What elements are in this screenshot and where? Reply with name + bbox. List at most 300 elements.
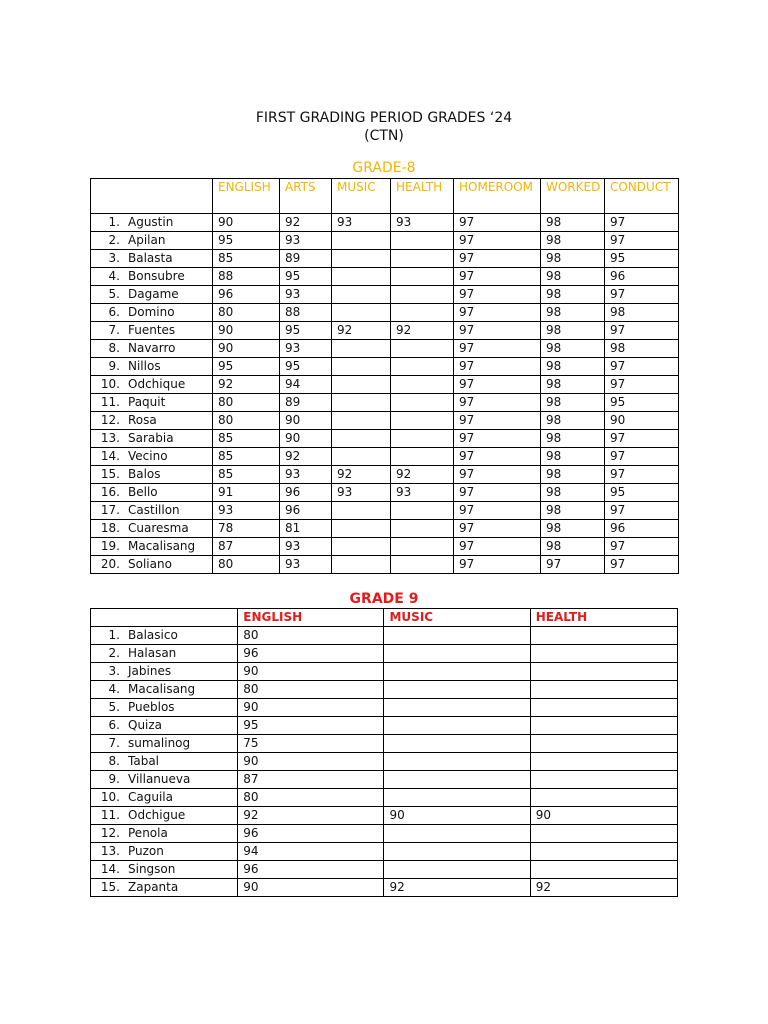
- table-row: [91, 807, 678, 825]
- grade-cell: 93: [391, 484, 454, 502]
- column-header: [91, 179, 213, 214]
- grade-cell: 94: [280, 376, 332, 394]
- grade-cell: [384, 627, 530, 645]
- grade-cell: [530, 771, 677, 789]
- grade-cell: 93: [332, 214, 391, 232]
- student-name: Rosa: [128, 413, 157, 427]
- table-row: [91, 304, 679, 322]
- grade-cell: [332, 556, 391, 574]
- grade-cell: 80: [213, 412, 280, 430]
- grade-cell: 97: [605, 430, 679, 448]
- row-number: 16.: [100, 485, 120, 499]
- student-name: Balasta: [128, 251, 173, 265]
- student-name: Cuaresma: [128, 521, 189, 535]
- grade-cell: 98: [541, 502, 605, 520]
- grade-cell: [332, 502, 391, 520]
- grade-cell: [391, 412, 454, 430]
- row-number: 3.: [108, 664, 120, 678]
- table-row: [91, 502, 679, 520]
- grade-cell: 93: [280, 232, 332, 250]
- student-cell: [91, 735, 238, 753]
- student-name: Penola: [128, 826, 168, 840]
- grade-cell: 97: [605, 322, 679, 340]
- grade-cell: 97: [605, 232, 679, 250]
- table-row: [91, 448, 679, 466]
- grade8-header-row: [91, 179, 679, 214]
- grade9-table: [90, 608, 678, 897]
- row-number: 14.: [100, 449, 120, 463]
- table-row: [91, 645, 678, 663]
- grade-cell: 98: [541, 376, 605, 394]
- grade-cell: 90: [213, 214, 280, 232]
- grade-cell: 92: [530, 879, 677, 897]
- student-name: Tabal: [128, 754, 160, 768]
- grade-cell: [332, 286, 391, 304]
- student-cell: [91, 358, 213, 376]
- grade-cell: 98: [541, 322, 605, 340]
- grade-cell: 90: [280, 430, 332, 448]
- student-name: Balasico: [128, 628, 178, 642]
- row-number: 20.: [100, 557, 120, 571]
- grade-cell: 90: [238, 699, 384, 717]
- row-number: 7.: [108, 736, 120, 750]
- row-number: 18.: [100, 521, 120, 535]
- student-cell: [91, 753, 238, 771]
- grade-cell: 92: [213, 376, 280, 394]
- student-name: Dagame: [128, 287, 179, 301]
- table-row: [91, 861, 678, 879]
- student-name: Fuentes: [128, 323, 176, 337]
- student-name: Balos: [128, 467, 161, 481]
- row-number: 2.: [108, 646, 120, 660]
- table-row: [91, 789, 678, 807]
- grade-cell: 96: [238, 861, 384, 879]
- grade-cell: [530, 735, 677, 753]
- table-row: [91, 681, 678, 699]
- table-row: [91, 699, 678, 717]
- grade-cell: 97: [454, 448, 541, 466]
- grade-cell: 90: [280, 412, 332, 430]
- grade-cell: 97: [454, 412, 541, 430]
- column-header: HEALTH: [530, 609, 677, 627]
- student-cell: [91, 627, 238, 645]
- table-row: [91, 250, 679, 268]
- grade-cell: [384, 681, 530, 699]
- student-cell: [91, 699, 238, 717]
- column-header: HEALTH: [391, 179, 454, 214]
- table-row: [91, 538, 679, 556]
- grade-cell: 96: [213, 286, 280, 304]
- student-cell: [91, 879, 238, 897]
- grade-cell: 97: [454, 556, 541, 574]
- student-cell: [91, 484, 213, 502]
- grade-cell: 97: [454, 520, 541, 538]
- page-title: FIRST GRADING PERIOD GRADES ‘24: [255, 110, 513, 126]
- grade-cell: [391, 448, 454, 466]
- grade-cell: 98: [605, 340, 679, 358]
- student-cell: [91, 412, 213, 430]
- grade-cell: [332, 376, 391, 394]
- table-row: [91, 322, 679, 340]
- student-name: Halasan: [128, 646, 177, 660]
- student-cell: [91, 376, 213, 394]
- grade-cell: [332, 340, 391, 358]
- row-number: 1.: [108, 628, 120, 642]
- grade-cell: 92: [238, 807, 384, 825]
- grade-cell: 98: [541, 340, 605, 358]
- grade-cell: 96: [238, 645, 384, 663]
- grade-cell: [391, 538, 454, 556]
- student-name: Domino: [128, 305, 175, 319]
- grade-cell: 97: [605, 556, 679, 574]
- grade8-heading: GRADE-8: [352, 160, 416, 176]
- grade-cell: 98: [541, 520, 605, 538]
- grade-cell: 90: [238, 879, 384, 897]
- grade-cell: 85: [213, 250, 280, 268]
- grade-cell: 90: [605, 412, 679, 430]
- grade-cell: 80: [238, 789, 384, 807]
- table-row: [91, 520, 679, 538]
- grade-cell: 97: [454, 286, 541, 304]
- grade-cell: 93: [280, 556, 332, 574]
- grade-cell: [530, 699, 677, 717]
- student-name: Apilan: [128, 233, 166, 247]
- grade-cell: [391, 520, 454, 538]
- grade-cell: [332, 268, 391, 286]
- table-row: [91, 484, 679, 502]
- grade-cell: [391, 358, 454, 376]
- grade-cell: 90: [238, 663, 384, 681]
- grade-cell: [384, 735, 530, 753]
- grade-cell: [332, 358, 391, 376]
- table-row: [91, 717, 678, 735]
- row-number: 2.: [108, 233, 120, 247]
- row-number: 5.: [108, 287, 120, 301]
- grade-cell: 98: [541, 250, 605, 268]
- row-number: 9.: [108, 359, 120, 373]
- row-number: 9.: [108, 772, 120, 786]
- column-header: ENGLISH: [213, 179, 280, 214]
- grade-cell: 97: [454, 430, 541, 448]
- student-cell: [91, 502, 213, 520]
- grade-cell: [384, 699, 530, 717]
- table-row: [91, 753, 678, 771]
- column-header: [91, 609, 238, 627]
- grade-cell: [332, 304, 391, 322]
- row-number: 10.: [100, 377, 120, 391]
- grade-cell: 98: [541, 430, 605, 448]
- grade-cell: [384, 771, 530, 789]
- student-cell: [91, 466, 213, 484]
- student-cell: [91, 430, 213, 448]
- grade-cell: 80: [213, 556, 280, 574]
- grade-cell: 98: [541, 268, 605, 286]
- grade8-table: [90, 178, 679, 574]
- grade-cell: [530, 717, 677, 735]
- grade-cell: 85: [213, 430, 280, 448]
- page-subtitle: (CTN): [364, 128, 404, 144]
- grade-cell: 98: [541, 286, 605, 304]
- grade-cell: 97: [605, 376, 679, 394]
- table-row: [91, 412, 679, 430]
- row-number: 12.: [100, 413, 120, 427]
- table-row: [91, 340, 679, 358]
- grade-cell: 93: [280, 538, 332, 556]
- grade-cell: 95: [213, 232, 280, 250]
- grade-cell: [530, 627, 677, 645]
- student-name: Sarabia: [128, 431, 174, 445]
- grade-cell: [530, 843, 677, 861]
- student-cell: [91, 789, 238, 807]
- grade-cell: [384, 843, 530, 861]
- grade-cell: 97: [454, 502, 541, 520]
- student-name: Pueblos: [128, 700, 175, 714]
- row-number: 8.: [108, 754, 120, 768]
- grade-cell: 97: [605, 358, 679, 376]
- grade-cell: 97: [605, 466, 679, 484]
- grade-cell: 85: [213, 466, 280, 484]
- grade-cell: 98: [541, 304, 605, 322]
- grade-cell: 95: [280, 322, 332, 340]
- row-number: 7.: [108, 323, 120, 337]
- row-number: 14.: [100, 862, 120, 876]
- grade-cell: 93: [332, 484, 391, 502]
- student-name: Zapanta: [128, 880, 179, 894]
- grade-cell: [391, 286, 454, 304]
- grade-cell: 96: [238, 825, 384, 843]
- column-header: ENGLISH: [238, 609, 384, 627]
- student-cell: [91, 304, 213, 322]
- grade-cell: 97: [454, 322, 541, 340]
- student-cell: [91, 663, 238, 681]
- grade-cell: 93: [280, 466, 332, 484]
- grade-cell: 85: [213, 448, 280, 466]
- grade-cell: 98: [541, 484, 605, 502]
- student-name: Villanueva: [128, 772, 191, 786]
- grade-cell: 98: [541, 232, 605, 250]
- row-number: 19.: [100, 539, 120, 553]
- student-cell: [91, 538, 213, 556]
- table-row: [91, 268, 679, 286]
- grade-cell: 90: [530, 807, 677, 825]
- grade-cell: 97: [454, 340, 541, 358]
- row-number: 15.: [100, 467, 120, 481]
- grade-cell: 78: [213, 520, 280, 538]
- grade-cell: 90: [213, 340, 280, 358]
- student-cell: [91, 825, 238, 843]
- table-row: [91, 232, 679, 250]
- grade-cell: [391, 502, 454, 520]
- grade-cell: 97: [454, 232, 541, 250]
- student-name: Nillos: [128, 359, 161, 373]
- grade-cell: 97: [454, 394, 541, 412]
- grade9-header-row: [91, 609, 678, 627]
- grade-cell: 92: [280, 214, 332, 232]
- grade-cell: 97: [454, 358, 541, 376]
- row-number: 8.: [108, 341, 120, 355]
- grade-cell: [530, 825, 677, 843]
- student-name: Odchique: [128, 377, 186, 391]
- grade-cell: [391, 268, 454, 286]
- table-row: [91, 556, 679, 574]
- grade-cell: 97: [454, 214, 541, 232]
- grade-cell: 95: [280, 268, 332, 286]
- column-header: ARTS: [280, 179, 332, 214]
- grade-cell: [384, 645, 530, 663]
- grade-cell: 97: [605, 214, 679, 232]
- grade-cell: [384, 825, 530, 843]
- grade-cell: 92: [391, 322, 454, 340]
- grade-cell: 95: [280, 358, 332, 376]
- table-row: [91, 735, 678, 753]
- grade-cell: 97: [454, 250, 541, 268]
- grade-cell: [384, 753, 530, 771]
- grade-cell: 95: [605, 484, 679, 502]
- student-cell: [91, 214, 213, 232]
- grade-cell: 97: [454, 268, 541, 286]
- grade-cell: 97: [454, 376, 541, 394]
- row-number: 13.: [100, 431, 120, 445]
- grade-cell: 90: [213, 322, 280, 340]
- table-row: [91, 358, 679, 376]
- grade-cell: [530, 861, 677, 879]
- grade-cell: 92: [391, 466, 454, 484]
- grade-cell: 97: [454, 466, 541, 484]
- table-row: [91, 663, 678, 681]
- grade-cell: [332, 250, 391, 268]
- grade-cell: [530, 645, 677, 663]
- grade-cell: 98: [541, 394, 605, 412]
- student-name: Navarro: [128, 341, 176, 355]
- grade-cell: 93: [280, 340, 332, 358]
- grade-cell: 90: [238, 753, 384, 771]
- row-number: 13.: [100, 844, 120, 858]
- grade-cell: 87: [213, 538, 280, 556]
- grade-cell: 98: [541, 466, 605, 484]
- grade-cell: 98: [541, 412, 605, 430]
- student-name: Macalisang: [128, 539, 196, 553]
- student-cell: [91, 843, 238, 861]
- row-number: 17.: [100, 503, 120, 517]
- grade-cell: 75: [238, 735, 384, 753]
- grade-cell: 92: [332, 322, 391, 340]
- grade-cell: 97: [605, 538, 679, 556]
- student-cell: [91, 232, 213, 250]
- grade-cell: 93: [213, 502, 280, 520]
- grade-cell: [530, 753, 677, 771]
- grade-cell: [332, 520, 391, 538]
- row-number: 12.: [100, 826, 120, 840]
- student-name: Vecino: [128, 449, 168, 463]
- student-cell: [91, 771, 238, 789]
- grade-cell: 93: [391, 214, 454, 232]
- grade-cell: 97: [454, 538, 541, 556]
- student-name: Singson: [128, 862, 176, 876]
- student-cell: [91, 520, 213, 538]
- student-cell: [91, 448, 213, 466]
- grade-cell: [384, 861, 530, 879]
- row-number: 5.: [108, 700, 120, 714]
- grade-cell: 95: [605, 250, 679, 268]
- grade-cell: [332, 232, 391, 250]
- row-number: 6.: [108, 305, 120, 319]
- student-name: Paquit: [128, 395, 166, 409]
- column-header: MUSIC: [332, 179, 391, 214]
- student-cell: [91, 322, 213, 340]
- student-cell: [91, 250, 213, 268]
- student-cell: [91, 268, 213, 286]
- grade-cell: [332, 448, 391, 466]
- table-row: [91, 771, 678, 789]
- grade-cell: [530, 789, 677, 807]
- grade-cell: 95: [605, 394, 679, 412]
- grade-cell: [391, 556, 454, 574]
- grade-cell: [391, 250, 454, 268]
- row-number: 11.: [100, 395, 120, 409]
- student-name: Agustin: [128, 215, 174, 229]
- grade-cell: 80: [238, 627, 384, 645]
- grade-cell: 88: [280, 304, 332, 322]
- student-name: sumalinog: [128, 736, 191, 750]
- grade-cell: [391, 304, 454, 322]
- grade-cell: [332, 430, 391, 448]
- grade-cell: 98: [541, 538, 605, 556]
- grade-cell: 91: [213, 484, 280, 502]
- student-name: Odchigue: [128, 808, 186, 822]
- student-cell: [91, 645, 238, 663]
- grade-cell: 94: [238, 843, 384, 861]
- table-row: [91, 825, 678, 843]
- table-row: [91, 214, 679, 232]
- student-cell: [91, 556, 213, 574]
- student-cell: [91, 340, 213, 358]
- grade-cell: 96: [280, 502, 332, 520]
- grade-cell: [384, 789, 530, 807]
- student-cell: [91, 807, 238, 825]
- student-name: Jabines: [128, 664, 172, 678]
- grade-cell: [332, 538, 391, 556]
- row-number: 10.: [100, 790, 120, 804]
- grade-cell: 96: [605, 268, 679, 286]
- row-number: 4.: [108, 269, 120, 283]
- grade-cell: 97: [541, 556, 605, 574]
- grade-cell: 90: [384, 807, 530, 825]
- table-row: [91, 627, 678, 645]
- student-cell: [91, 717, 238, 735]
- grade-cell: 89: [280, 250, 332, 268]
- grade-cell: 92: [280, 448, 332, 466]
- column-header: CONDUCT: [605, 179, 679, 214]
- student-name: Bello: [128, 485, 158, 499]
- grade-cell: 96: [605, 520, 679, 538]
- row-number: 6.: [108, 718, 120, 732]
- table-row: [91, 879, 678, 897]
- student-name: Puzon: [128, 844, 164, 858]
- grade-cell: [332, 394, 391, 412]
- table-row: [91, 843, 678, 861]
- grade-cell: [530, 681, 677, 699]
- grade-cell: 97: [454, 484, 541, 502]
- student-cell: [91, 861, 238, 879]
- student-name: Macalisang: [128, 682, 196, 696]
- table-row: [91, 430, 679, 448]
- grade-cell: 97: [454, 304, 541, 322]
- student-name: Caguila: [128, 790, 173, 804]
- grade-cell: 97: [605, 286, 679, 304]
- column-header: WORKED: [541, 179, 605, 214]
- grade-cell: [391, 376, 454, 394]
- grade-cell: [391, 340, 454, 358]
